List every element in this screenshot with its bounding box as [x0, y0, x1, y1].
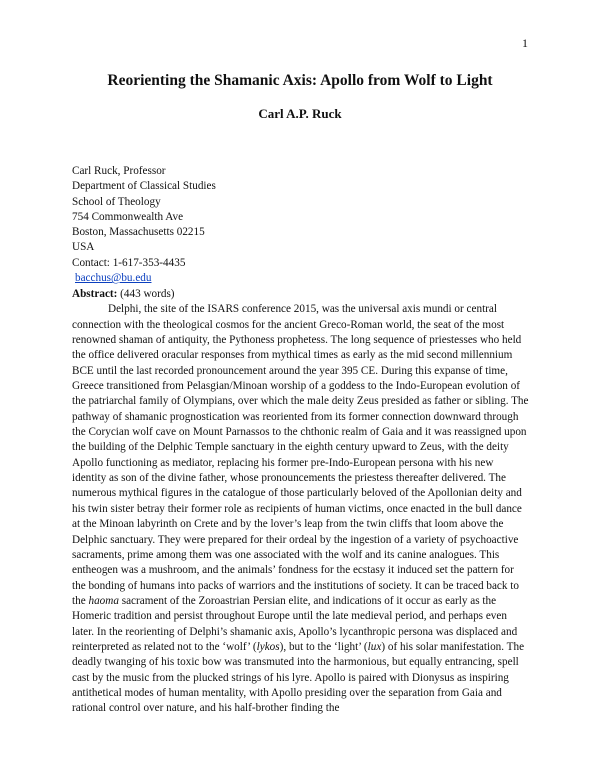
abstract-section — [72, 287, 530, 717]
abstract-text-part-2: sacrament of the Zoroastrian Persian elite, and indications of it occur as early as the Homeric tradition and persist throughout Europe until the late medieval period, and perhaps even later. In the reorienting of Delphi’s shamanic axis, Apollo’s lycanthropic persona was displaced and reinterpreted as related not to the ‘wolf’ ( — [72, 594, 518, 653]
contact-country: USA — [72, 241, 95, 254]
abstract-heading — [72, 287, 530, 302]
abstract-label: Abstract: — [72, 288, 118, 300]
abstract-term-lykos: lykos — [256, 640, 280, 653]
abstract-body — [72, 302, 530, 716]
abstract-text-part-1: Delphi, the site of the ISARS conference 2015, was the universal axis mundi or central connection with the theological cosmos for the ancient Greco-Roman world, the seat of the most renowned shaman of antiquity, the Pythoness prophetess. The long sequence of priestesses who held the office delivered oracular responses from mythical times as early as the mid second millennium BCE until the last recorded pronouncement around the year 395 CE. During this expanse of time, Greece transitioned from Pelasgian/Minoan worship of a goddess to the Indo-European evolution of the patriarchal family of Olympians, over which the male deity Zeus presided as father or sibling. The pathway of shamanic prognostication was reoriented from its former connection downward through the Corycian wolf cave on Mount Parnassos to the chthonic realm of Gaia and it was reassigned upon the building of the Delphic Temple sanctuary in the eighth century upward to Zeus, with the deity Apollo functioning as mediator, replacing his former pre-Indo-European persona with his new identity as son of the divine father, whose pronouncements the priestess thereafter delivered. The numerous mythical figures in the catalogue of those particularly beloved of the Apollonian deity and his twin sister betray their former role as recipients of human victims, once enacted in the bull dance at the Minoan labyrinth on Crete and by the lover’s leap from the twin cliffs that loom above the Delphic sanctuary. They were prepared for their ordeal by the ingestion of a variety of psychoactive sacraments, prime among them was one associated with the wolf and its canine analogues. This entheogen was a mushroom, and the animals’ fondness for the ecstasy it induced set the pattern for the bonding of humans into packs of warriors and the institutions of society. It can be traced back to the — [72, 303, 529, 607]
abstract-term-haoma: haoma — [88, 594, 119, 607]
paper-title: Reorienting the Shamanic Axis: Apollo from Wolf to Light — [107, 72, 493, 89]
abstract-text-part-4: ) of his solar manifestation. The deadly twanging of his toxic bow was transmuted into the harmonious, but equally entrancing, spell cast by the music from the plucked strings of his lyre. Apollo is paired with Dionysus as inspiring antithetical modes of human mentality, with Apollo presiding over the separation from Gaia and rational control over nature, and his half-brother finding the — [72, 640, 525, 715]
contact-department: Department of Classical Studies — [72, 180, 216, 193]
contact-email-link[interactable]: bacchus@bu.edu — [75, 272, 152, 285]
contact-phone: Contact: 1-617-353-4435 — [72, 256, 186, 269]
contact-block — [72, 164, 216, 286]
contact-school: School of Theology — [72, 195, 161, 208]
paper-author: Carl A.P. Ruck — [258, 106, 342, 121]
contact-street: 754 Commonwealth Ave — [72, 210, 184, 223]
abstract-term-lux: lux — [367, 640, 382, 653]
abstract-word-count: (443 words) — [120, 288, 175, 300]
contact-name: Carl Ruck, Professor — [72, 165, 166, 177]
page-number: 1 — [522, 36, 528, 50]
abstract-text-part-3: ), but to the ‘light’ ( — [279, 640, 368, 653]
contact-city: Boston, Massachusetts 02215 — [72, 226, 205, 239]
